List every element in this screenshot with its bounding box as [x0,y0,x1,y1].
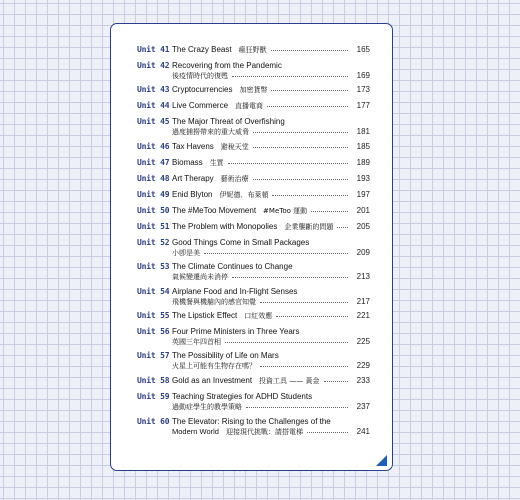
page-number: 209 [356,248,370,257]
entry-line [172,327,370,336]
entry-line [172,117,370,126]
entry-line [172,287,370,296]
entry-line-2 [172,427,370,437]
english-title: Art Therapy [172,174,214,183]
english-title: The Crazy Beast [172,45,232,54]
english-title: Four Prime Ministers in Three Years [172,327,300,336]
dot-leader [311,211,348,212]
chinese-title: 飛機餐與機艙內的感官知覺 [172,298,256,306]
entry-line [172,158,370,168]
dot-leader [253,132,348,133]
entry-line-2 [172,402,370,412]
chinese-title: 火星上可能有生物存在嗎？ [172,362,256,370]
entry-line [172,85,370,95]
english-title: Biomass [172,158,203,167]
dot-leader [267,106,348,107]
entry-line [172,262,370,271]
chinese-title: 藝術治療 [220,175,249,183]
chinese-title: 小卽是美 [172,249,200,257]
chinese-title: #MeToo 運動 [263,207,308,215]
unit-number: Unit 60 [137,417,170,426]
unit-number: Unit 50 [137,206,170,215]
chinese-title: 英國三年四首相 [172,338,221,346]
chinese-title: 加密貨幣 [239,86,268,94]
dot-leader [253,179,348,180]
page-number: 197 [356,190,370,199]
dot-leader [204,253,348,254]
chinese-title: 投資工具 —— 黃金 [259,377,320,385]
toc-page [110,23,393,471]
english-title: Tax Havens [172,142,214,151]
unit-number: Unit 45 [137,117,170,126]
dot-leader [253,147,348,148]
dot-leader [272,195,348,196]
unit-number: Unit 58 [137,376,170,385]
chinese-title: 直播電商 [235,102,264,110]
entry-line [172,101,370,111]
page-number: 229 [356,361,370,370]
dot-leader [276,316,348,317]
entry-line [172,45,370,55]
chinese-title: 企業壟斷的問題 [284,223,334,231]
dot-leader [337,227,348,228]
chinese-title: 氣候變遷尚未消停 [172,273,228,281]
english-title: Teaching Strategies for ADHD Students [172,392,313,401]
page-corner-triangle-icon [376,455,387,466]
unit-number: Unit 46 [137,142,170,151]
unit-number: Unit 59 [137,392,170,401]
table-of-contents [111,24,392,470]
unit-number: Unit 47 [137,158,170,167]
unit-number: Unit 44 [137,101,170,110]
unit-number: Unit 43 [137,85,170,94]
dot-leader [225,342,348,343]
entry-line [172,142,370,152]
page-number: 193 [356,174,370,183]
entry-line [172,174,370,184]
entry-line [172,376,370,386]
unit-number: Unit 48 [137,174,170,183]
dot-leader [271,90,348,91]
page-number: 177 [356,101,370,110]
english-title: The Possibility of Life on Mars [172,351,279,360]
english-title: Recovering from the Pandemic [172,61,282,70]
english-title: Enid Blyton [172,190,213,199]
entry-line [172,190,370,200]
entry-line-2 [172,337,370,347]
page-number: 189 [356,158,370,167]
english-title: The Problem with Monopolies [172,222,278,231]
page-number: 181 [356,127,370,136]
page-number: 217 [356,297,370,306]
page-number: 185 [356,142,370,151]
page-number: 237 [356,402,370,411]
unit-number: Unit 55 [137,311,170,320]
entry-line [172,311,370,321]
unit-number: Unit 53 [137,262,170,271]
english-title: The Elevator: Rising to the Challenges of the [172,417,331,426]
chinese-title: 後疫情時代的復甦 [172,72,228,80]
english-title: Live Commerce [172,101,229,110]
entry-line [172,206,370,216]
unit-number: Unit 54 [137,287,170,296]
entry-line-2 [172,127,370,137]
chinese-title: 避稅天堂 [220,143,249,151]
english-title: Airplane Food and In-Flight Senses [172,287,298,296]
dot-leader [271,50,348,51]
unit-number: Unit 49 [137,190,170,199]
page-number: 233 [356,376,370,385]
entry-line [172,392,370,401]
chinese-title: 生質 [209,159,224,167]
chinese-title: 口紅效應 [244,312,273,320]
unit-number: Unit 57 [137,351,170,360]
chinese-title: 瘋狂野獸 [238,46,267,54]
chinese-title: 迎接現代挑戰：請搭電梯 [225,428,303,436]
dot-leader [246,407,348,408]
chinese-title: 過度捕撈帶來的重大威脅 [172,128,249,136]
english-title: Cryptocurrencies [172,85,233,94]
entry-line [172,351,370,360]
dot-leader [260,302,348,303]
unit-number: Unit 42 [137,61,170,70]
page-number: 205 [356,222,370,231]
entry-line [172,222,370,232]
entry-line [172,61,370,70]
page-number: 213 [356,272,370,281]
unit-number: Unit 56 [137,327,170,336]
page-number: 201 [356,206,370,215]
english-title: Good Things Come in Small Packages [172,238,310,247]
entry-line-2 [172,248,370,258]
dot-leader [324,381,349,382]
entry-line-2 [172,361,370,371]
entry-line [172,417,370,426]
page-number: 165 [356,45,370,54]
page-number: 173 [356,85,370,94]
english-title: The Major Threat of Overfishing [172,117,285,126]
english-title-cont: Modern World [172,427,219,436]
unit-number: Unit 52 [137,238,170,247]
dot-leader [232,277,348,278]
page-number: 169 [356,71,370,80]
page-number: 225 [356,337,370,346]
page-number: 221 [356,311,370,320]
dot-leader [260,366,348,367]
english-title: The Lipstick Effect [172,311,238,320]
english-title: Gold as an Investment [172,376,253,385]
dot-leader [307,432,348,433]
unit-number: Unit 51 [137,222,170,231]
entry-line [172,238,370,247]
page-number: 241 [356,427,370,436]
chinese-title: 伊妮德．布萊頓 [219,191,269,199]
dot-leader [228,163,348,164]
entry-line-2 [172,272,370,282]
entry-line-2 [172,71,370,81]
unit-number: Unit 41 [137,45,170,54]
chinese-title: 過動症學生的教學策略 [172,403,242,411]
dot-leader [232,76,348,77]
entry-line-2 [172,297,370,307]
english-title: The #MeToo Movement [172,206,257,215]
english-title: The Climate Continues to Change [172,262,293,271]
